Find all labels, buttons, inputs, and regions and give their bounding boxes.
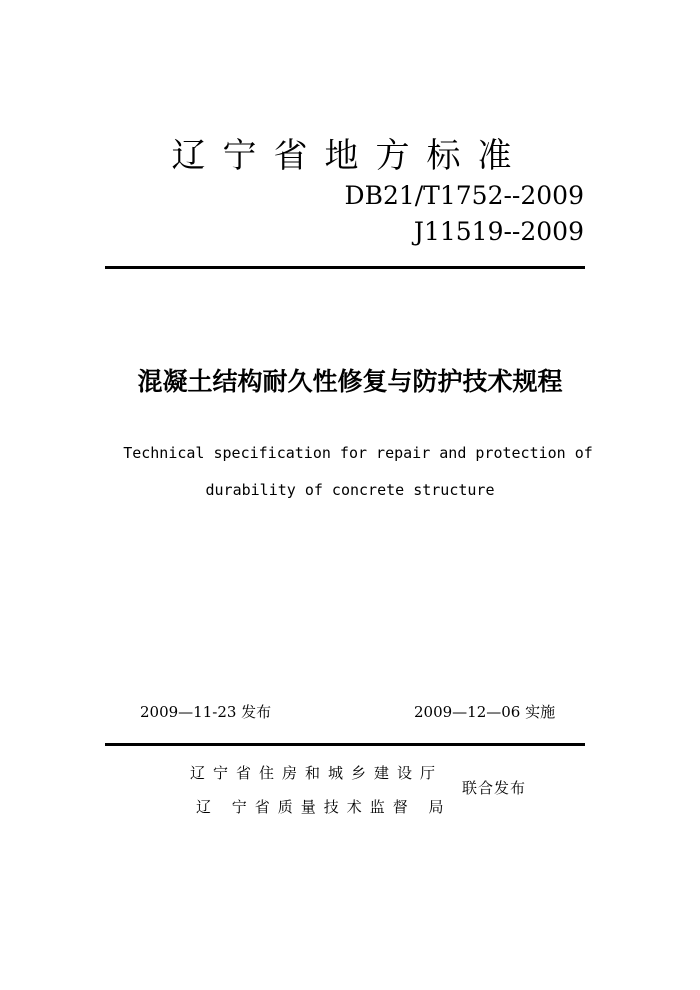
- joint-issue-label: 联合发布: [462, 779, 527, 797]
- document-title-chinese: 混凝土结构耐久性修复与防护技术规程: [137, 367, 563, 396]
- top-divider: [105, 266, 585, 269]
- publish-date: 2009—11-23 发布: [140, 703, 272, 721]
- standard-code-db: DB21/T1752--2009: [344, 181, 584, 210]
- issuer-quality-bureau: 辽 宁省质量技术监督 局: [196, 798, 452, 816]
- bottom-divider: [105, 743, 585, 746]
- issuer-housing-department: 辽宁省住房和城乡建设厅: [190, 764, 444, 782]
- effective-date: 2009—12—06 实施: [414, 703, 556, 721]
- standard-code-j: J11519--2009: [413, 217, 584, 246]
- standard-type-heading: 辽宁省地方标准: [171, 136, 529, 176]
- document-title-english-line2: durability of concrete structure: [205, 481, 495, 499]
- document-title-english-line1: Technical specification for repair and protection of: [123, 444, 593, 462]
